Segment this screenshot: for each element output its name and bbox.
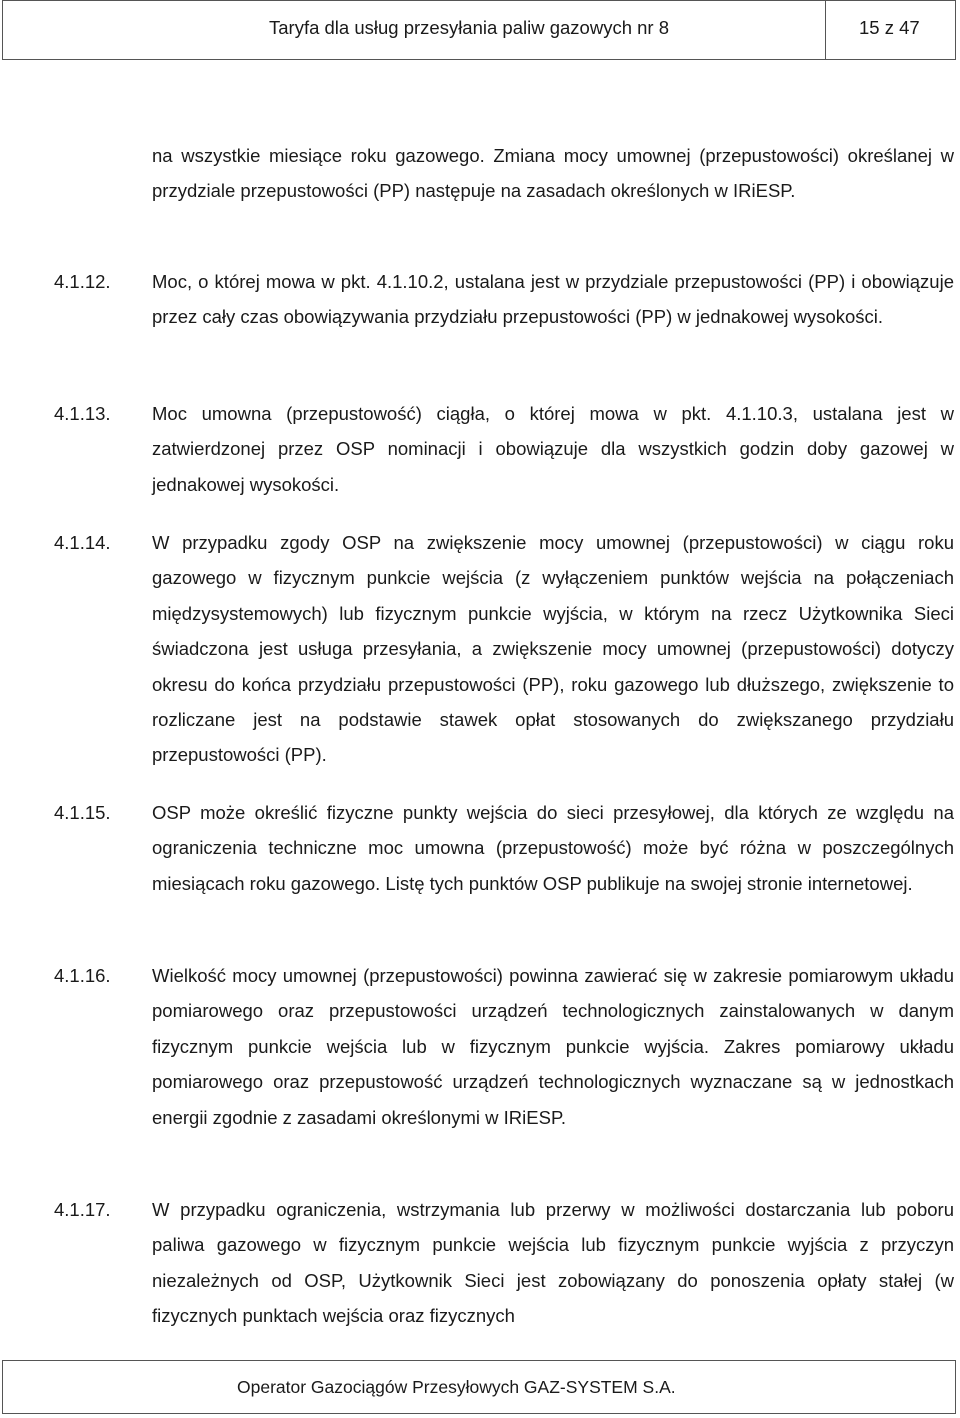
section-text: Wielkość mocy umownej (przepustowości) powinna zawierać się w zakresie pomiarowym układu pomiarowego oraz przepustowości urządzeń technologicznych zainstalowanych w danym fizycznym punkcie wejścia lub w fizycznym punkcie wyjścia. Zakres pomiarowy układu pomiarowego oraz przepustowość urządzeń technologicznych wyznaczane są w jednostkach energii zgodnie z zasadami określonymi w IRiESP. xyxy=(152,965,954,1128)
section-number: 4.1.14. xyxy=(54,532,111,553)
section-number: 4.1.13. xyxy=(54,403,111,424)
section-number: 4.1.15. xyxy=(54,802,111,823)
section-number: 4.1.12. xyxy=(54,271,111,292)
section-text: OSP może określić fizyczne punkty wejścia do sieci przesyłowej, dla których ze względu na ograniczenia techniczne moc umowna (przepustowość) może być różna w poszczególnych miesiącach roku gazowego. Listę tych punktów OSP publikuje na swojej stronie internetowej. xyxy=(152,802,954,894)
section-text: W przypadku zgody OSP na zwiększenie mocy umownej (przepustowości) w ciągu roku gazowego w fizycznym punkcie wejścia (z wyłączeniem punktów wejścia na połączeniach międzysystemowych) lub fizycznym punkcie wyjścia, w którym na rzecz Użytkownika Sieci świadczona jest usługa przesyłania, a zwiększenie mocy umownej (przepustowości) dotyczy okresu do końca przydziału przepustowości (PP), roku gazowego lub dłuższego, zwiększenie to rozliczane jest na podstawie stawek opłat stosowanych do zwiększanego przydziału przepustowości (PP). xyxy=(152,532,954,766)
document-title: Taryfa dla usług przesyłania paliw gazowych nr 8 xyxy=(269,17,670,38)
section-text: W przypadku ograniczenia, wstrzymania lub przerwy w możliwości dostarczania lub poboru paliwa gazowego w fizycznym punkcie wejścia lub fizycznym punkcie wyjścia z przyczyn niezależnych od OSP, Użytkownik Sieci jest zobowiązany do ponoszenia opłaty stałej (w fizycznych punktach wejścia oraz fizycznych xyxy=(152,1199,954,1327)
page-header xyxy=(2,0,956,60)
section-text: Moc, o której mowa w pkt. 4.1.10.2, ustalana jest w przydziale przepustowości (PP) i obowiązuje przez cały czas obowiązywania przydziału przepustowości (PP) w jednakowej wysokości. xyxy=(152,271,954,328)
footer-company-name: Operator Gazociągów Przesyłowych GAZ-SYSTEM S.A. xyxy=(237,1377,676,1397)
header-divider xyxy=(825,1,826,59)
section-number: 4.1.17. xyxy=(54,1199,111,1220)
page-footer xyxy=(2,1360,956,1414)
page-number: 15 z 47 xyxy=(859,17,920,38)
section-number: 4.1.16. xyxy=(54,965,111,986)
section-text: Moc umowna (przepustowość) ciągła, o której mowa w pkt. 4.1.10.3, ustalana jest w zatwierdzonej przez OSP nominacji i obowiązuje dla wszystkich godzin doby gazowej w jednakowej wysokości. xyxy=(152,403,954,495)
intro-paragraph: na wszystkie miesiące roku gazowego. Zmiana mocy umownej (przepustowości) określanej w przydziale przepustowości (PP) następuje na zasadach określonych w IRiESP. xyxy=(152,145,954,202)
